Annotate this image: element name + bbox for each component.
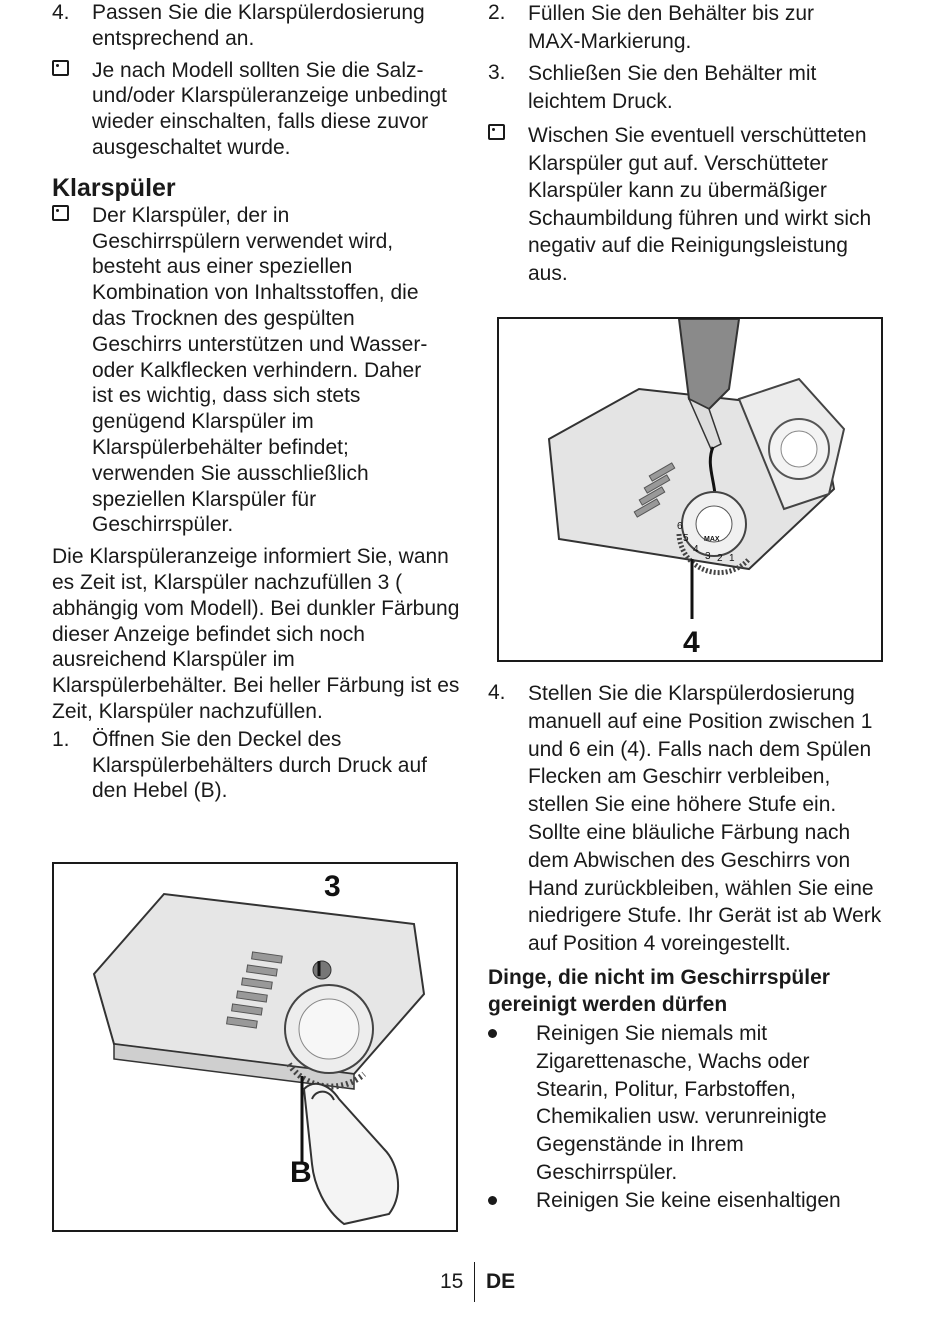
note-text: Der Klarspüler, der in Geschirrspülern verwendet wird, besteht aus einer speziellen Kombination von Inhaltsstoffen, die das Trocknen des gespülten Geschirrs unterstützen und Wasser- oder Kalkflecken verhindern. Daher ist es wichtig, dass sich stets genügend Klarspüler im Klarspülerbehälter befindet; verwenden Sie ausschließlich speziellen Klarspüler für Geschirrspüler. — [92, 203, 428, 537]
dispenser-illustration — [54, 864, 456, 1230]
note-indicator — [52, 58, 462, 161]
step-text: Schließen Sie den Behälter mit leichtem Druck. — [528, 62, 817, 113]
dial-2: 2 — [717, 553, 723, 564]
step-number: 3. — [488, 61, 506, 84]
left-column — [52, 0, 462, 804]
step-text: Füllen Sie den Behälter bis zur MAX-Markierung. — [528, 2, 814, 53]
page-footer — [0, 1262, 950, 1302]
step-number: 1. — [52, 727, 70, 751]
dial-1: 1 — [729, 553, 735, 564]
step-text: Öffnen Sie den Deckel des Klarspülerbehälters durch Druck auf den Hebel (B). — [92, 727, 427, 803]
bullet-icon — [488, 1196, 497, 1205]
info-icon — [52, 205, 69, 221]
footer-divider — [474, 1262, 475, 1302]
info-icon — [488, 124, 505, 140]
step-number: 4. — [52, 1, 70, 24]
step-text: Stellen Sie die Klarspülerdosierung manuell auf eine Position zwischen 1 und 6 ein (4). Falls nach dem Spülen Flecken am Geschirr verbleiben, stellen Sie eine höhere Stufe ein. Sollte eine bläuliche Färbung nach dem Abwischen des Geschirrs von Hand zurückbleiben, wählen Sie eine niedrigere Stufe. Ihr Gerät ist ab Werk auf Position 4 voreingestellt. — [528, 682, 882, 956]
step-text: Passen Sie die Klarspülerdosierung entsprechend an. — [92, 1, 425, 50]
note-klarspueler — [52, 203, 462, 538]
callout-b: B — [290, 1156, 312, 1189]
step-number: 2. — [488, 1, 506, 24]
note-text: Je nach Modell sollten Sie die Salz- und/oder Klarspüleranzeige unbedingt wieder einschalten, falls diese zuvor ausgeschaltet wurde. — [92, 58, 447, 159]
step-4-adjust — [52, 0, 462, 52]
bullet-text: Reinigen Sie niemals mit Zigarettenasche, Wachs oder Stearin, Politur, Farbstoffen, Chemikalien usw. verunreinigte Gegenstände in Ihrem Geschirrspüler. — [536, 1021, 827, 1184]
section-heading-klarspueler: Klarspüler — [52, 173, 176, 202]
dial-5: 5 — [683, 533, 689, 544]
indicator-paragraph: Die Klarspüleranzeige informiert Sie, wann es Zeit ist, Klarspüler nachzufüllen 3 ( abhängig vom Modell). Bei dunkler Färbung dieser Anzeige befindet sich noch ausreichend Klarspüler im Klarspülerbehälter. Bei heller Färbung ist es Zeit, Klarspüler nachzufüllen. — [52, 545, 460, 723]
max-marker: MAX — [704, 536, 720, 543]
callout-4: 4 — [683, 626, 700, 659]
step-4-dosage — [488, 680, 908, 958]
bullet-item — [488, 1020, 908, 1187]
language-code: DE — [486, 1270, 516, 1293]
figure-dosage-dial — [497, 317, 883, 662]
right-column-lower — [488, 680, 908, 1215]
dial-3: 3 — [705, 551, 711, 562]
bullet-icon — [488, 1029, 497, 1038]
info-icon — [52, 60, 69, 76]
section-heading-not-dishwasher-safe: Dinge, die nicht im Geschirrspüler gereinigt werden dürfen — [488, 965, 830, 1016]
step-3-close — [488, 60, 908, 116]
step-2-fill — [488, 0, 908, 56]
note-text: Wischen Sie eventuell verschütteten Klarspüler gut auf. Verschütteter Klarspüler kann zu übermäßiger Schaumbildung führen und wirkt sich negativ auf die Reinigungsleistung aus. — [528, 124, 872, 285]
dial-4: 4 — [693, 544, 699, 555]
bullet-text: Reinigen Sie keine eisenhaltigen — [536, 1188, 841, 1212]
page-number: 15 — [440, 1270, 464, 1293]
bullet-item — [488, 1187, 908, 1215]
step-number: 4. — [488, 681, 506, 704]
dosage-illustration — [499, 319, 881, 660]
right-column — [488, 0, 908, 287]
note-spill — [488, 122, 908, 287]
figure-dispenser-lever — [52, 862, 458, 1232]
callout-3: 3 — [324, 870, 341, 903]
step-1-open — [52, 727, 462, 804]
dial-6: 6 — [677, 521, 683, 532]
